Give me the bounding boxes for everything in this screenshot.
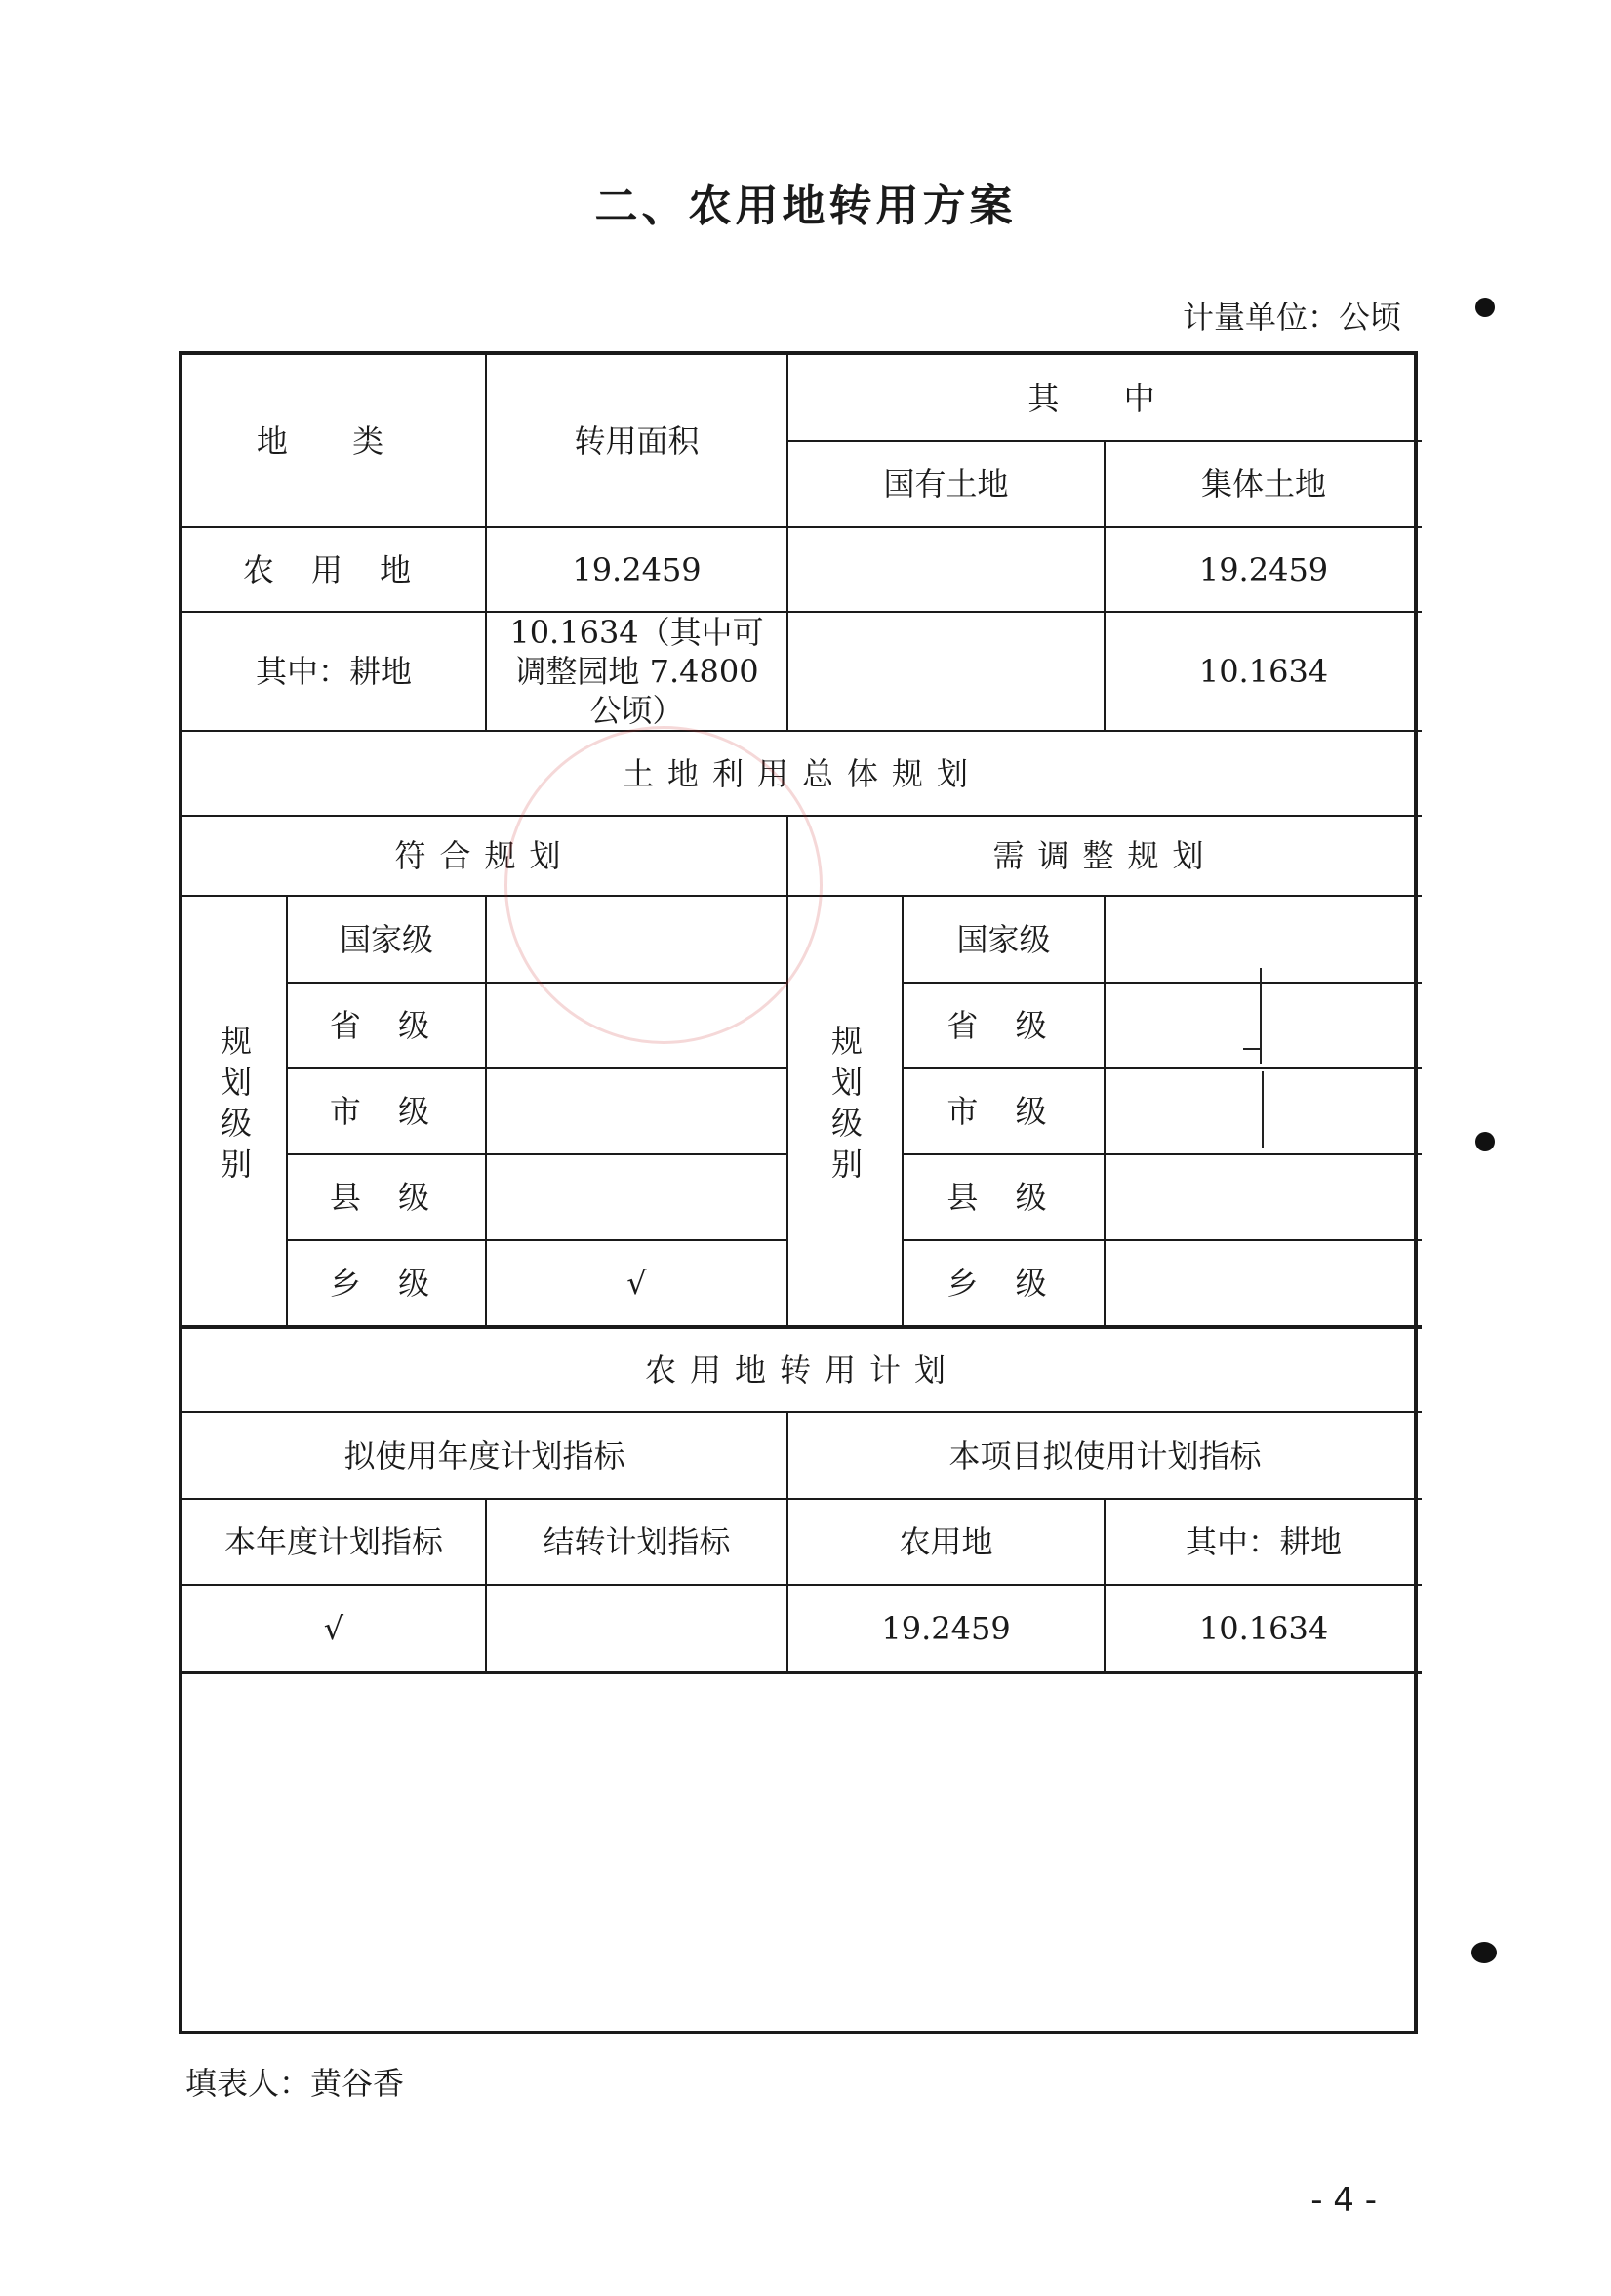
row-farmland-state	[787, 527, 1105, 612]
row-farmland-collective: 19.2459	[1105, 527, 1422, 612]
row-cultivated-label: 其中：耕地	[182, 612, 486, 731]
punch-hole-mark	[1475, 298, 1495, 317]
conversion-grid	[182, 1413, 1422, 1672]
adjust-level-label: 规划级别	[826, 1025, 864, 1188]
pen-mark	[1239, 966, 1269, 1151]
row-farmland-label: 农 用 地	[182, 527, 486, 612]
filler-name: 填表人：黄谷香	[185, 2065, 405, 2102]
conform-level-name: 乡 级	[287, 1240, 486, 1326]
header-state-land: 国有土地	[787, 441, 1105, 527]
form-sheet	[179, 351, 1418, 2034]
punch-hole-mark	[1471, 1942, 1497, 1963]
conform-level-mark	[486, 897, 787, 983]
project-index-header: 本项目拟使用计划指标	[787, 1413, 1422, 1499]
conversion-section-title: 农用地转用计划	[182, 1328, 1422, 1412]
this-year-header: 本年度计划指标	[182, 1499, 486, 1585]
cultivated-value: 10.1634	[1105, 1585, 1422, 1672]
farmland-header: 农用地	[787, 1499, 1105, 1585]
conform-level-label: 规划级别	[216, 1025, 253, 1188]
conform-level-name: 市 级	[287, 1068, 486, 1154]
conform-level-mark	[486, 1154, 787, 1240]
header-collective-land: 集体土地	[1105, 441, 1422, 527]
plan-conform-header: 符合规划	[182, 816, 787, 896]
row-farmland-area: 19.2459	[486, 527, 787, 612]
conform-level-name: 县 级	[287, 1154, 486, 1240]
adjust-level-name: 县 级	[903, 1154, 1105, 1240]
plan-section-title: 土地利用总体规划	[182, 731, 1422, 816]
plan-adjust-header: 需调整规划	[787, 816, 1422, 896]
adjust-level-name: 国家级	[903, 897, 1105, 983]
row-cultivated-collective: 10.1634	[1105, 612, 1422, 731]
this-year-value: √	[182, 1585, 486, 1672]
punch-hole-mark	[1475, 1132, 1495, 1151]
conversion-form-table	[182, 355, 1422, 1674]
cultivated-header: 其中：耕地	[1105, 1499, 1422, 1585]
conform-level-mark	[486, 1068, 787, 1154]
header-area: 转用面积	[486, 355, 787, 527]
row-cultivated-area: 10.1634（其中可调整园地 7.4800 公顷）	[486, 612, 787, 731]
adjust-level-mark	[1105, 1154, 1422, 1240]
row-cultivated-state	[787, 612, 1105, 731]
carry-over-value	[486, 1585, 787, 1672]
unit-label: 计量单位：公顷	[1182, 299, 1401, 336]
header-of-which: 其 中	[787, 355, 1422, 441]
adjust-level-name: 市 级	[903, 1068, 1105, 1154]
adjust-level-mark	[1105, 1240, 1422, 1326]
page-number: - 4 -	[1310, 2181, 1377, 2220]
conform-level-name: 国家级	[287, 897, 486, 983]
carry-over-header: 结转计划指标	[486, 1499, 787, 1585]
header-land-type: 地 类	[182, 355, 486, 527]
adjust-level-name: 乡 级	[903, 1240, 1105, 1326]
adjust-level-name: 省 级	[903, 983, 1105, 1068]
page-title: 二、农用地转用方案	[594, 181, 1017, 231]
conform-level-mark: √	[486, 1240, 787, 1326]
conform-level-mark	[486, 983, 787, 1068]
annual-index-header: 拟使用年度计划指标	[182, 1413, 787, 1499]
farmland-value: 19.2459	[787, 1585, 1105, 1672]
plan-level-grid	[182, 897, 1422, 1327]
conform-level-name: 省 级	[287, 983, 486, 1068]
